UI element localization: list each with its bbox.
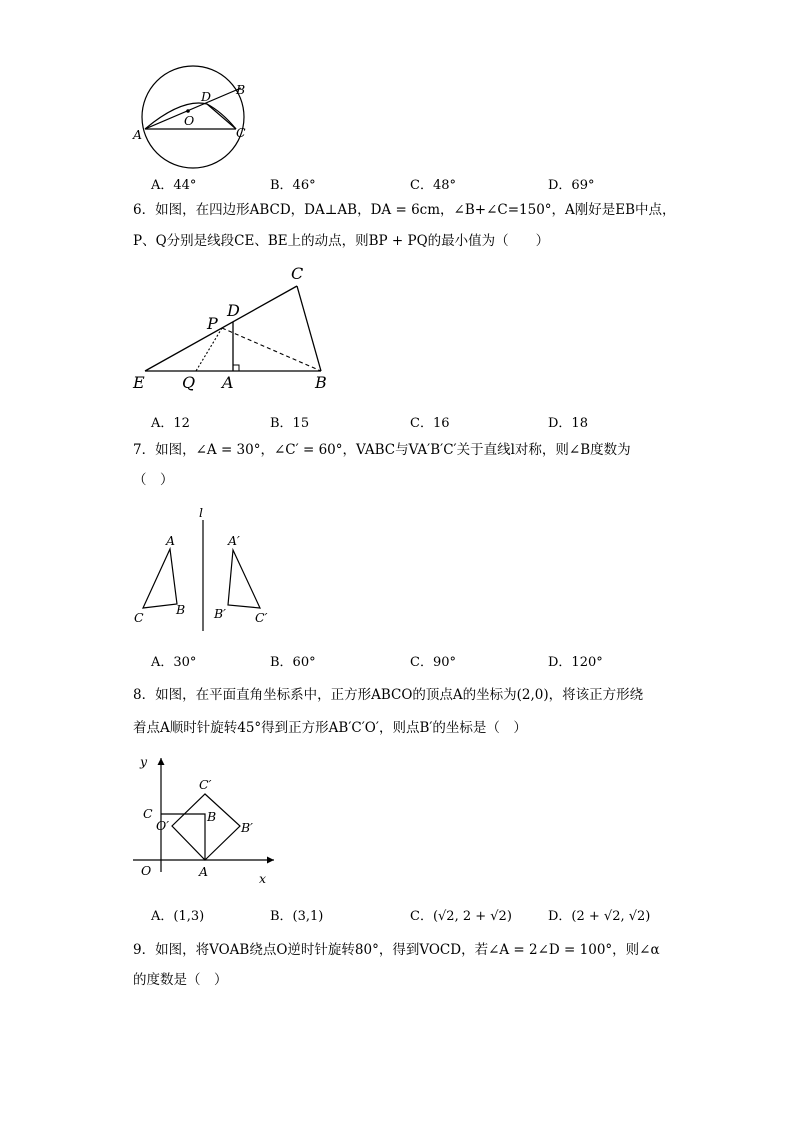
q8-option-c[interactable]: C．(√2, 2 + √2) [410, 909, 512, 924]
triangle-a2b2c2 [228, 550, 260, 608]
q9-stem-line2: 的度数是（ ） [133, 972, 228, 988]
q5-label-d: D [201, 89, 212, 104]
q8-label-b-prime: B′ [241, 820, 254, 835]
q8-option-d[interactable]: D．(2 + √2, √2) [548, 909, 651, 924]
q9-stem-line1: 9．如图，将VOAB绕点O逆时针旋转80°，得到VOCD，若∠A = 2∠D = 100°，则∠α [133, 942, 660, 958]
segment-pq-dotted [196, 328, 222, 371]
q6-label-d: D [227, 301, 240, 320]
segment-cb [297, 286, 321, 371]
q5-option-c[interactable]: C．48° [410, 178, 456, 193]
q6-stem-line2: P、Q分别是线段CE、BE上的动点，则BP + PQ的最小值为（ ） [133, 233, 550, 249]
q8-option-a[interactable]: A．(1,3) [151, 909, 205, 924]
q8-label-x: x [259, 871, 267, 886]
q6-option-a[interactable]: A．12 [151, 416, 190, 431]
q8-option-b[interactable]: B．(3,1) [270, 909, 324, 924]
q6-label-c: C [291, 264, 304, 283]
q7-option-a[interactable]: A．30° [151, 655, 197, 670]
q8-label-c: C [143, 806, 153, 821]
q6-quadrilateral-figure [128, 260, 338, 395]
q6-option-c[interactable]: C．16 [410, 416, 450, 431]
q5-label-o: O [184, 113, 195, 128]
q8-label-b: B [207, 809, 217, 824]
q8-stem-line2: 着点A顺时针旋转45°得到正方形AB′C′O′，则点B′的坐标是（ ） [133, 720, 527, 736]
q5-option-a[interactable]: A．44° [151, 178, 197, 193]
q8-label-y: y [140, 754, 148, 769]
q7-label-l: l [199, 505, 203, 520]
q6-label-b: B [315, 373, 327, 392]
q8-label-o: O [141, 863, 152, 878]
chord-dc [207, 104, 236, 129]
q7-stem-line1: 7．如图，∠A = 30°，∠C′ = 60°，VABC与VA′B′C′关于直线l对称，则∠B度数为 [133, 442, 631, 458]
q7-symmetry-figure [128, 500, 278, 635]
q7-option-c[interactable]: C．90° [410, 655, 456, 670]
q5-option-b[interactable]: B．46° [270, 178, 316, 193]
segment-ec [145, 286, 297, 371]
q8-coordinate-figure [128, 750, 278, 888]
q7-label-b-prime: B′ [214, 606, 227, 621]
q6-label-p: P [207, 314, 218, 333]
q6-label-a: A [222, 373, 234, 392]
triangle-abc [143, 549, 177, 608]
q7-label-c: C [134, 610, 144, 625]
q7-label-c-prime: C′ [255, 610, 268, 625]
q7-label-b: B [176, 602, 186, 617]
q6-stem-line1: 6．如图，在四边形ABCD，DA⊥AB，DA = 6cm，∠B+∠C=150°，A刚好是EB中点， [133, 202, 676, 218]
q7-label-a: A [166, 533, 176, 548]
square-ab2c2o2 [172, 794, 240, 860]
q8-label-a: A [199, 864, 209, 879]
q7-label-a-prime: A′ [228, 533, 240, 548]
q6-label-q: Q [182, 373, 196, 392]
q7-stem-line2: （ ） [133, 472, 174, 488]
q6-option-b[interactable]: B．15 [270, 416, 310, 431]
right-angle-mark [233, 365, 239, 371]
q6-label-e: E [133, 373, 145, 392]
q5-label-c: C [236, 125, 246, 140]
q6-option-d[interactable]: D．18 [548, 416, 588, 431]
q8-stem-line1: 8．如图，在平面直角坐标系中，正方形ABCO的顶点A的坐标为(2,0)，将该正方形绕 [133, 687, 644, 703]
q5-option-d[interactable]: D．69° [548, 178, 595, 193]
q7-option-b[interactable]: B．60° [270, 655, 316, 670]
q8-label-o-prime: O′ [156, 818, 170, 833]
q7-option-d[interactable]: D．120° [548, 655, 603, 670]
q5-label-b: B [236, 82, 246, 97]
q8-label-c-prime: C′ [199, 777, 212, 792]
q5-label-a: A [133, 127, 143, 142]
q5-circle-figure [128, 72, 258, 172]
